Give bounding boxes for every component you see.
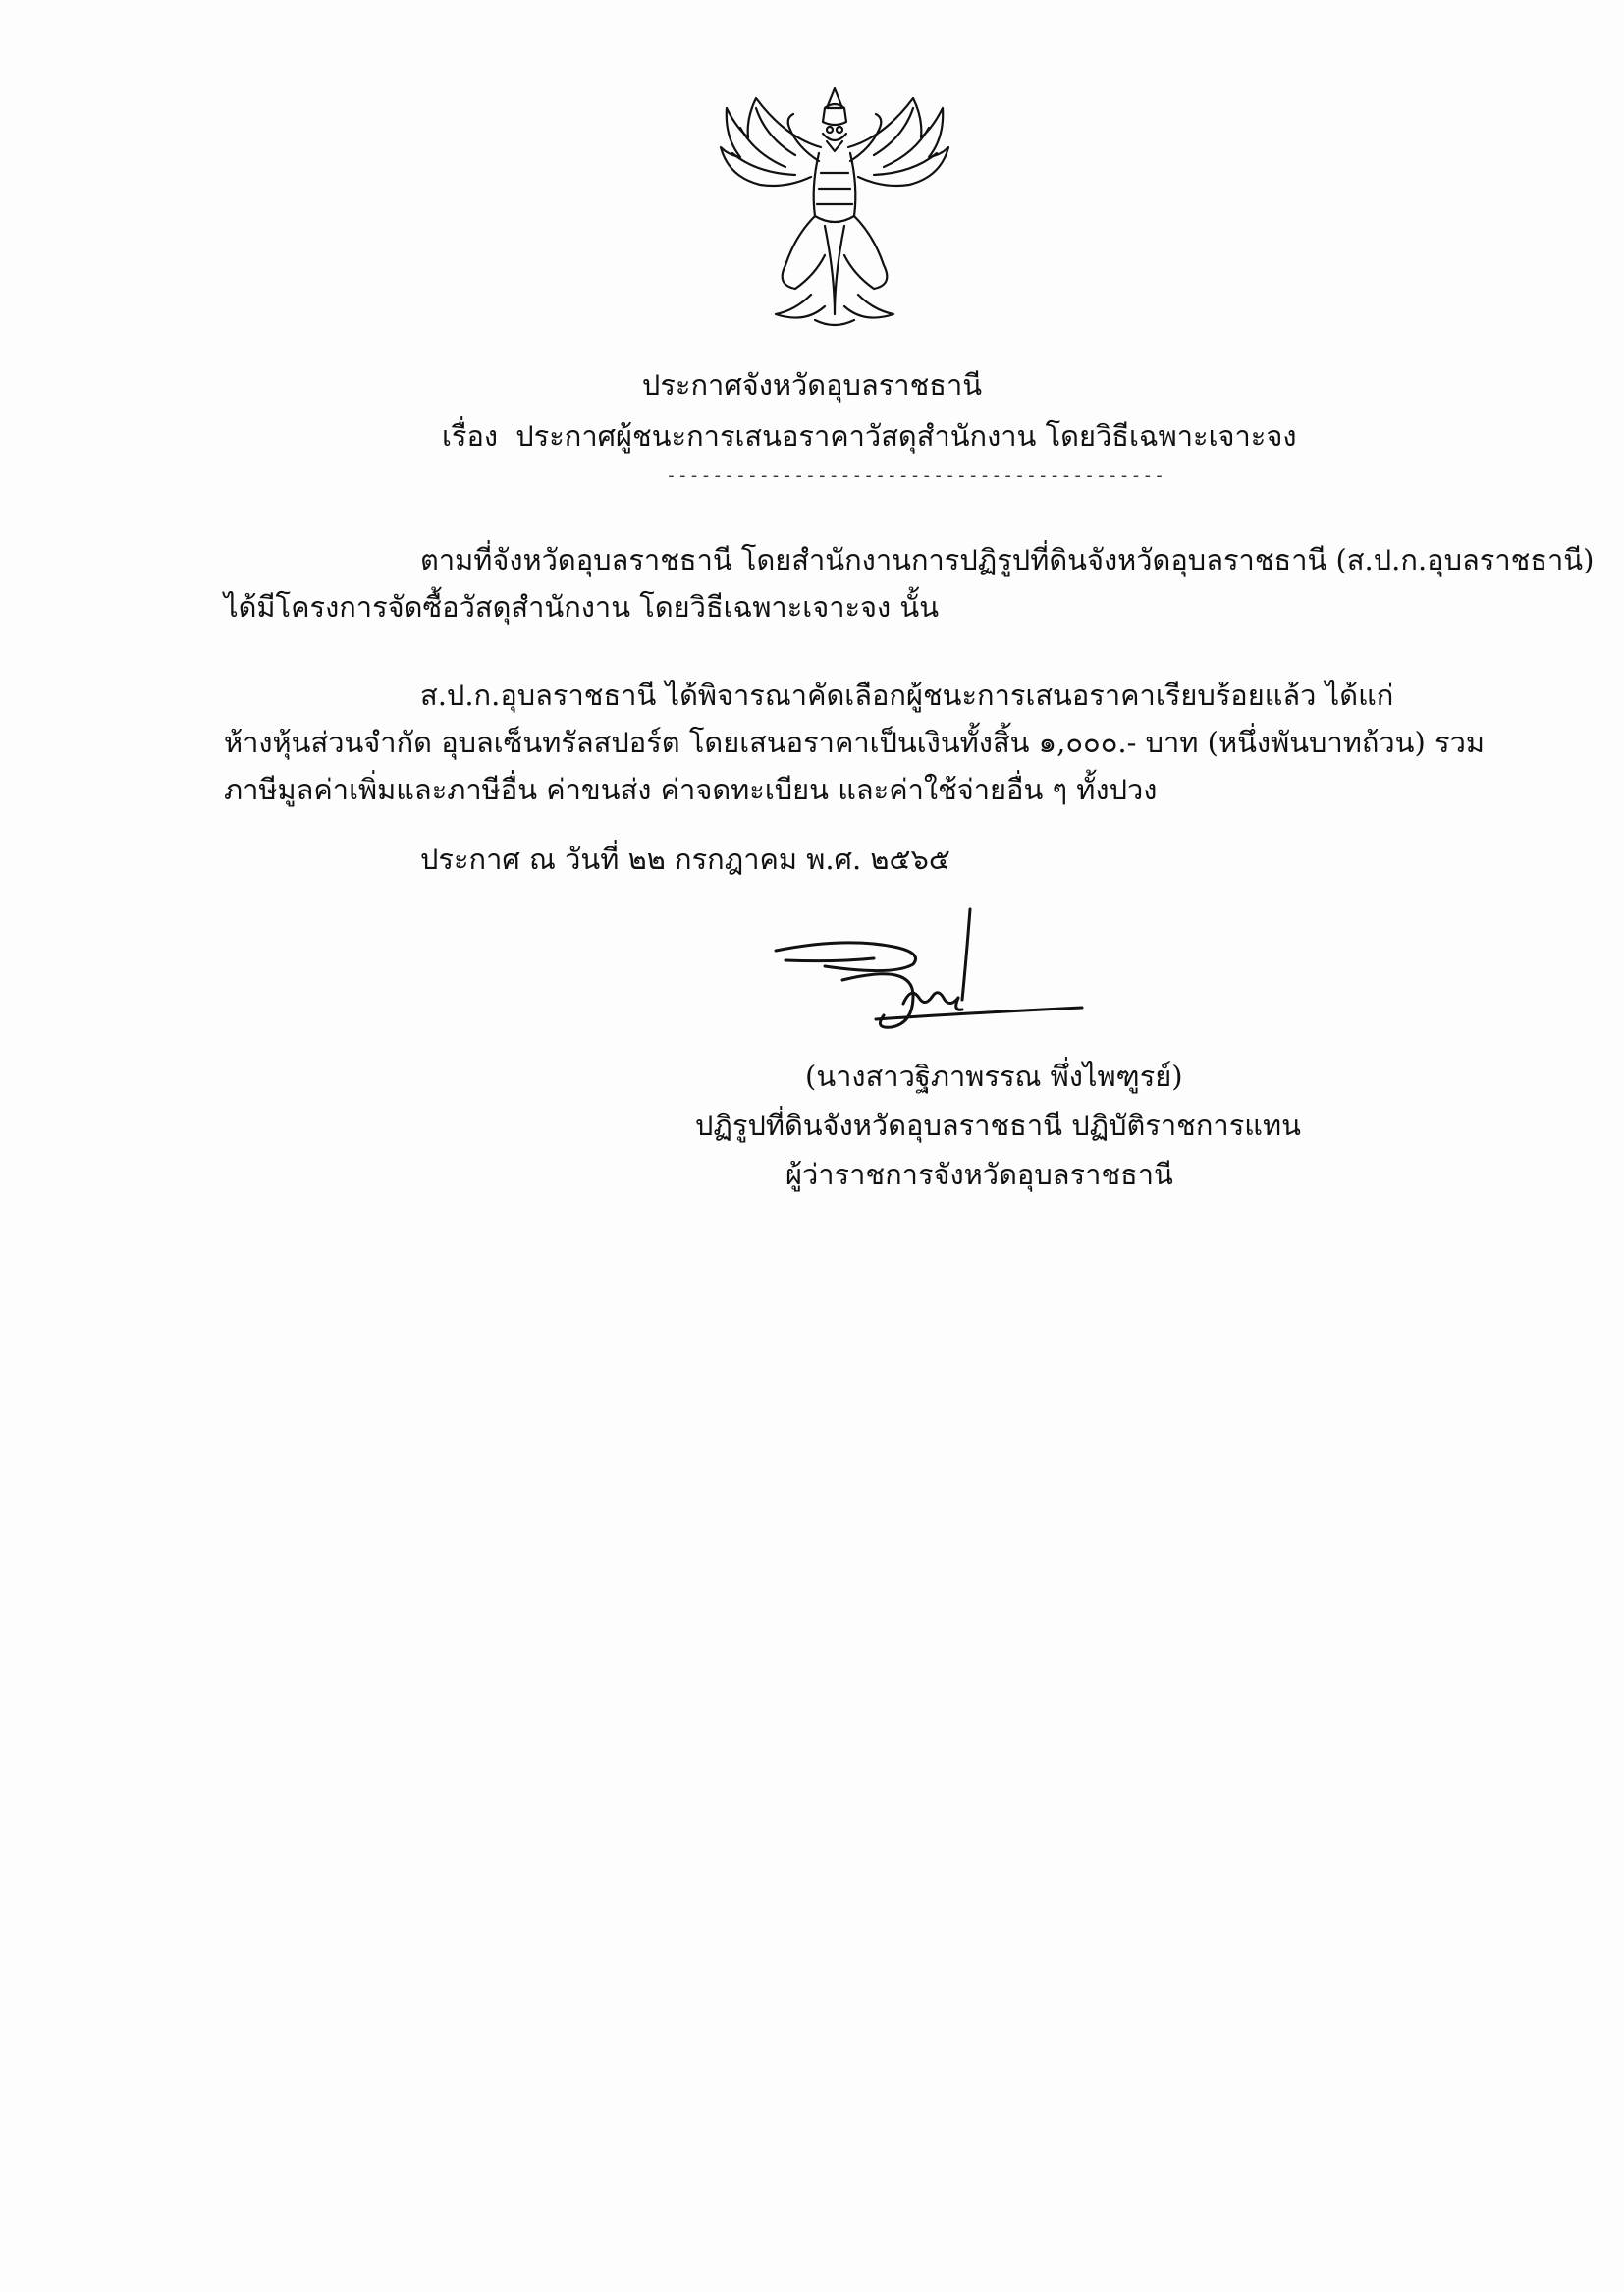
signer-name: (นางสาวฐิภาพรรณ พึ่งไพฑูรย์)	[805, 1060, 1183, 1093]
paragraph-1-line-2: ได้มีโครงการจัดซื้อวัสดุสำนักงาน โดยวิธีเฉพาะเจาะจง นั้น	[224, 590, 940, 624]
title-divider: -------------------------------------------	[666, 465, 1165, 486]
paragraph-2-line-2: ห้างหุ้นส่วนจำกัด อุบลเซ็นทรัลสปอร์ต โดยเสนอราคาเป็นเงินทั้งสิ้น ๑,๐๐๐.- บาท (หนึ่งพันบาทถ้วน) รวม	[224, 726, 1486, 759]
subject-text: ประกาศผู้ชนะการเสนอราคาวัสดุสำนักงาน โดยวิธีเฉพาะเจาะจง	[515, 419, 1297, 453]
announcement-date: ประกาศ ณ วันที่ ๒๒ กรกฎาคม พ.ศ. ๒๕๖๕	[420, 843, 950, 876]
paragraph-2-line-1: ส.ป.ก.อุบลราชธานี ได้พิจารณาคัดเลือกผู้ชนะการเสนอราคาเรียบร้อยแล้ว ได้แก่	[420, 679, 1394, 712]
announcement-subject	[442, 416, 1297, 456]
subject-label: เรื่อง	[442, 419, 499, 453]
announcement-title: ประกาศจังหวัดอุบลราชธานี	[641, 368, 983, 402]
paragraph-1-line-1: ตามที่จังหวัดอุบลราชธานี โดยสำนักงานการปฏิรูปที่ดินจังหวัดอุบลราชธานี (ส.ป.ก.อุบลราชธานี)	[420, 543, 1595, 576]
garuda-emblem-icon	[717, 79, 952, 334]
signer-position-line-1: ปฏิรูปที่ดินจังหวัดอุบลราชธานี ปฏิบัติราชการแทน	[695, 1109, 1301, 1142]
handwritten-signature-icon	[766, 901, 1090, 1049]
paragraph-2-line-3: ภาษีมูลค่าเพิ่มและภาษีอื่น ค่าขนส่ง ค่าจดทะเบียน และค่าใช้จ่ายอื่น ๆ ทั้งปวง	[224, 773, 1158, 806]
signer-position-line-2: ผู้ว่าราชการจังหวัดอุบลราชธานี	[785, 1158, 1173, 1191]
